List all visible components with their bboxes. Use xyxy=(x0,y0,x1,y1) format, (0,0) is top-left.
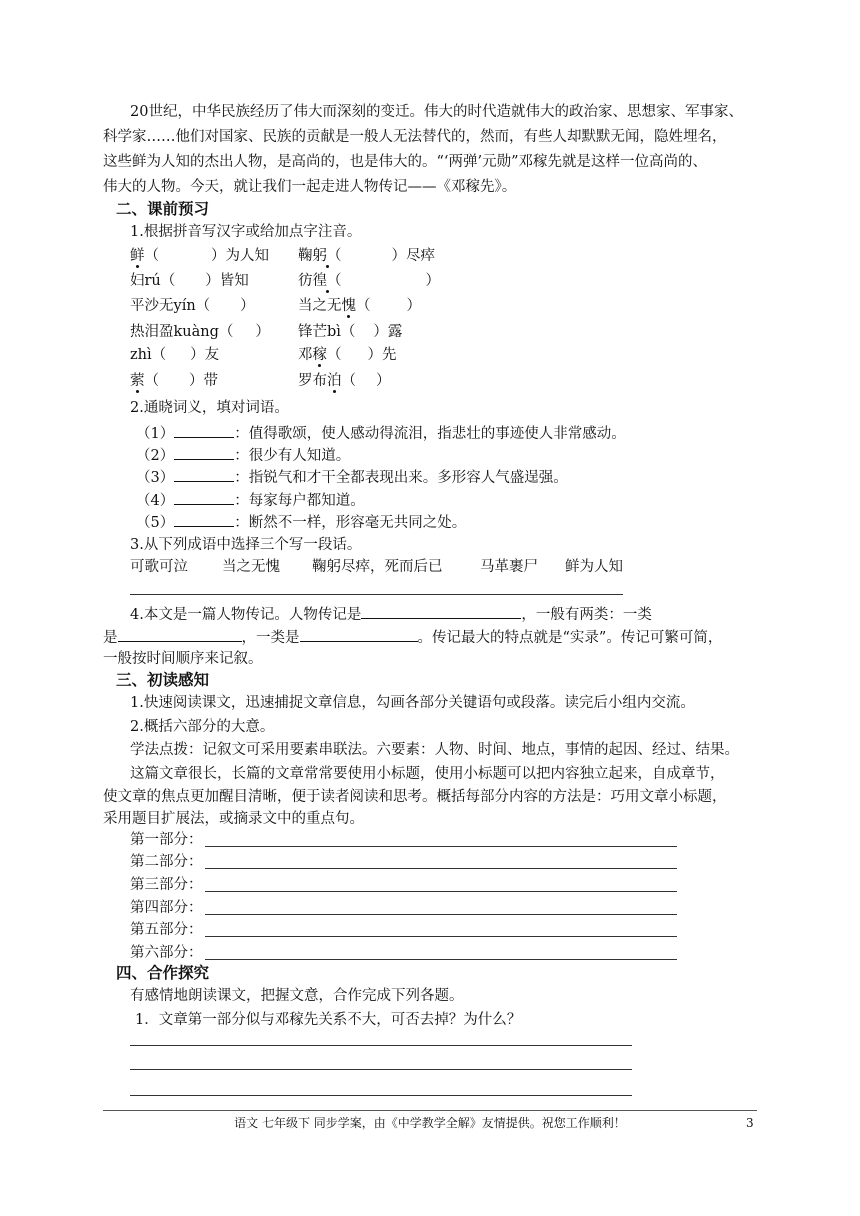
q2-item-4: （4） ：每家每户都知道。 xyxy=(136,489,365,511)
q1-item-2: 鞠躬（ ）尽瘁 xyxy=(298,248,435,264)
part-1-label: 第一部分： xyxy=(130,832,203,848)
s4-answer-line-3[interactable] xyxy=(130,1095,632,1096)
q4-line-2: 是 ，一类是 。传记最大的特点就是“实录”。传记可繁可简， xyxy=(103,626,722,648)
q3-answer-line[interactable] xyxy=(130,594,623,595)
idiom-3: 鞠躬尽瘁，死而后已 xyxy=(312,559,443,575)
q1-item-11: 萦（ ）带 xyxy=(130,373,218,389)
q1-item-9: zhì（ ）友 xyxy=(130,347,220,363)
intro-line-2: 科学家……他们对国家、民族的贡献是一般人无法替代的，然而，有些人却默默无闻，隐姓埋名， xyxy=(103,129,727,145)
s4-answer-line-1[interactable] xyxy=(130,1045,632,1046)
q2-item-2: （2） ：很少有人知道。 xyxy=(136,444,350,466)
q1-item-1: 鲜（ ）为人知 xyxy=(130,248,269,264)
answer-blank[interactable] xyxy=(361,603,521,619)
part-3-answer-line[interactable] xyxy=(205,891,677,892)
q1-item-12: 罗布泊（ ） xyxy=(298,373,391,389)
part-5-answer-line[interactable] xyxy=(205,936,677,937)
part-5-label: 第五部分： xyxy=(130,922,203,938)
s3-tip-1: 学法点拨：记叙文可采用要素串联法。六要素：人物、时间、地点，事情的起因、经过、结果。 xyxy=(130,742,739,758)
part-2-label: 第二部分： xyxy=(130,854,203,870)
s3-tip-2c: 采用题目扩展法，或摘录文中的重点句。 xyxy=(103,811,364,827)
idiom-4: 马革裹尸 xyxy=(480,559,538,575)
answer-blank[interactable] xyxy=(174,466,234,482)
q1-item-7: 热泪盈kuàng（ ） xyxy=(130,324,270,340)
q2-prompt: 2.通晓词义，填对词语。 xyxy=(130,400,289,416)
q1-item-5: 平沙无yín（ ） xyxy=(130,298,255,314)
part-4-answer-line[interactable] xyxy=(205,914,677,915)
page-number: 3 xyxy=(746,1116,754,1130)
section-heading-first-reading: 三、初读感知 xyxy=(116,671,210,689)
part-6-label: 第六部分： xyxy=(130,945,203,961)
idiom-2: 当之无愧 xyxy=(222,559,280,575)
s3-tip-2a: 这篇文章很长，长篇的文章常常要使用小标题，使用小标题可以把内容独立起来，自成章节， xyxy=(130,766,725,782)
part-2-answer-line[interactable] xyxy=(205,868,677,869)
q4-line-3: 一般按时间顺序来记叙。 xyxy=(103,651,263,667)
idiom-1: 可歌可泣 xyxy=(130,559,188,575)
footer-text: 语文 七年级下 同步学案，由《中学教学全解》友情提供。祝您工作顺利！ xyxy=(234,1116,626,1130)
part-6-answer-line[interactable] xyxy=(205,959,677,960)
intro-line-4: 伟大的人物。今天，就让我们一起走进人物传记——《邓稼先》。 xyxy=(103,179,517,195)
answer-blank[interactable] xyxy=(174,422,234,438)
q1-prompt: 1.根据拼音写汉字或给加点字注音。 xyxy=(130,224,362,240)
s4-intro: 有感情地朗读课文，把握文意，合作完成下列各题。 xyxy=(130,988,464,1004)
q4-line-1: 4.本文是一篇人物传记。人物传记是 ，一般有两类：一类 xyxy=(130,603,652,625)
s4-answer-line-2[interactable] xyxy=(130,1069,632,1070)
idiom-5: 鲜为人知 xyxy=(565,559,623,575)
footer-divider xyxy=(103,1110,757,1111)
s3-q2: 2.概括六部分的大意。 xyxy=(130,719,275,735)
s4-q1: 1．文章第一部分似与邓稼先关系不大，可否去掉？为什么？ xyxy=(135,1012,522,1028)
section-heading-preview: 二、课前预习 xyxy=(116,200,210,218)
part-3-label: 第三部分： xyxy=(130,877,203,893)
q1-item-3: 妇rú（ ）皆知 xyxy=(130,273,249,289)
s3-q1: 1.快速阅读课文，迅速捕捉文章信息，勾画各部分关键语句或段落。读完后小组内交流。 xyxy=(130,695,695,711)
answer-blank[interactable] xyxy=(118,626,242,642)
answer-blank[interactable] xyxy=(174,511,234,527)
intro-line-3: 这些鲜为人知的杰出人物，是高尚的，也是伟大的。“‘两弹’元勋”邓稼先就是这样一位高尚的、 xyxy=(103,154,708,170)
answer-blank[interactable] xyxy=(174,444,234,460)
intro-line-1: 20世纪，中华民族经历了伟大而深刻的变迁。伟大的时代造就伟大的政治家、思想家、军事家、 xyxy=(130,104,743,120)
section-heading-cooperative: 四、合作探究 xyxy=(116,964,210,982)
q1-item-4: 彷徨（ ） xyxy=(298,273,440,289)
s3-tip-2b: 使文章的焦点更加醒目清晰，便于读者阅读和思考。概括每部分内容的方法是：巧用文章小标题， xyxy=(103,789,727,805)
q2-item-5: （5） ：断然不一样，形容毫无共同之处。 xyxy=(136,511,466,533)
q1-item-6: 当之无愧（ ） xyxy=(298,298,421,314)
answer-blank[interactable] xyxy=(300,626,418,642)
q1-item-8: 锋芒bì（ ）露 xyxy=(298,324,403,340)
part-1-answer-line[interactable] xyxy=(205,846,677,847)
q2-item-1: （1） ：值得歌颂，使人感动得流泪，指悲壮的事迹使人非常感动。 xyxy=(136,422,626,444)
q2-item-3: （3） ：指锐气和才干全都表现出来。多形容人气盛逞强。 xyxy=(136,466,568,488)
q3-prompt: 3.从下列成语中选择三个写一段话。 xyxy=(130,537,362,553)
part-4-label: 第四部分： xyxy=(130,900,203,916)
q1-item-10: 邓稼（ ）先 xyxy=(298,347,397,363)
answer-blank[interactable] xyxy=(174,489,234,505)
